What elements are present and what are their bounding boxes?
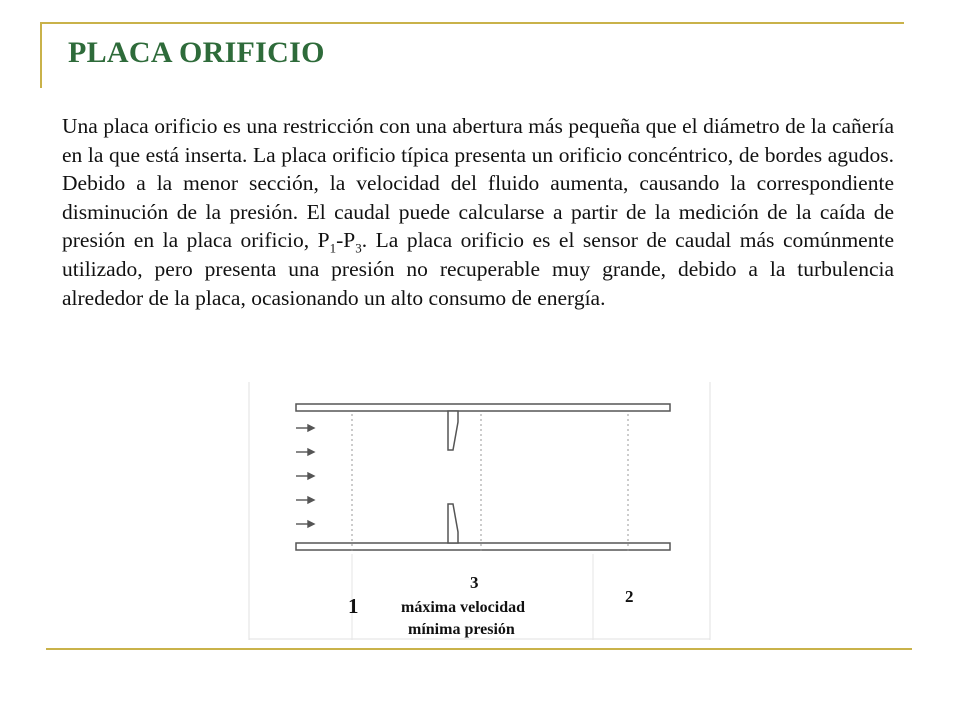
diagram-svg [248,382,712,642]
label-1: 1 [348,594,359,618]
flow-arrows [296,425,314,527]
top-rule [40,22,904,24]
slide-title: PLACA ORIFICIO [68,36,325,69]
orifice-plate-lower [448,504,458,543]
label-3: 3 [470,573,479,592]
bottom-rule [46,648,912,650]
caption-max-velocity: máxima velocidad [401,599,525,616]
subscript-1: 1 [329,240,337,256]
paragraph-dash: -P [336,228,356,253]
paragraph-part-2: . La placa orificio es el sensor de caudal más comúnmente utilizado, pero presenta una presión no recuperable muy grande, debido a la turbulencia alrededor de la placa, ocasionando un alto consumo de energía. [62,228,894,310]
orifice-plate-upper [448,411,458,450]
label-2: 2 [625,587,634,606]
orifice-plate-diagram [248,382,712,642]
body-paragraph [62,112,894,312]
subscript-3: 3 [355,240,362,256]
paragraph-part-1: Una placa orificio es una restricción con una abertura más pequeña que el diámetro de la cañería en la que está inserta. La placa orificio típica presenta un orificio concéntrico, de bordes agudos. Debido a la menor sección, la velocidad del fluido aumenta, causando la correspondiente disminución de la presión. El caudal puede calcularse a partir de la medición de la caída de presión en la placa orificio, P [62,114,894,253]
caption-min-pressure: mínima presión [408,621,515,638]
pipe-top-wall [296,404,670,411]
left-rule [40,22,42,88]
